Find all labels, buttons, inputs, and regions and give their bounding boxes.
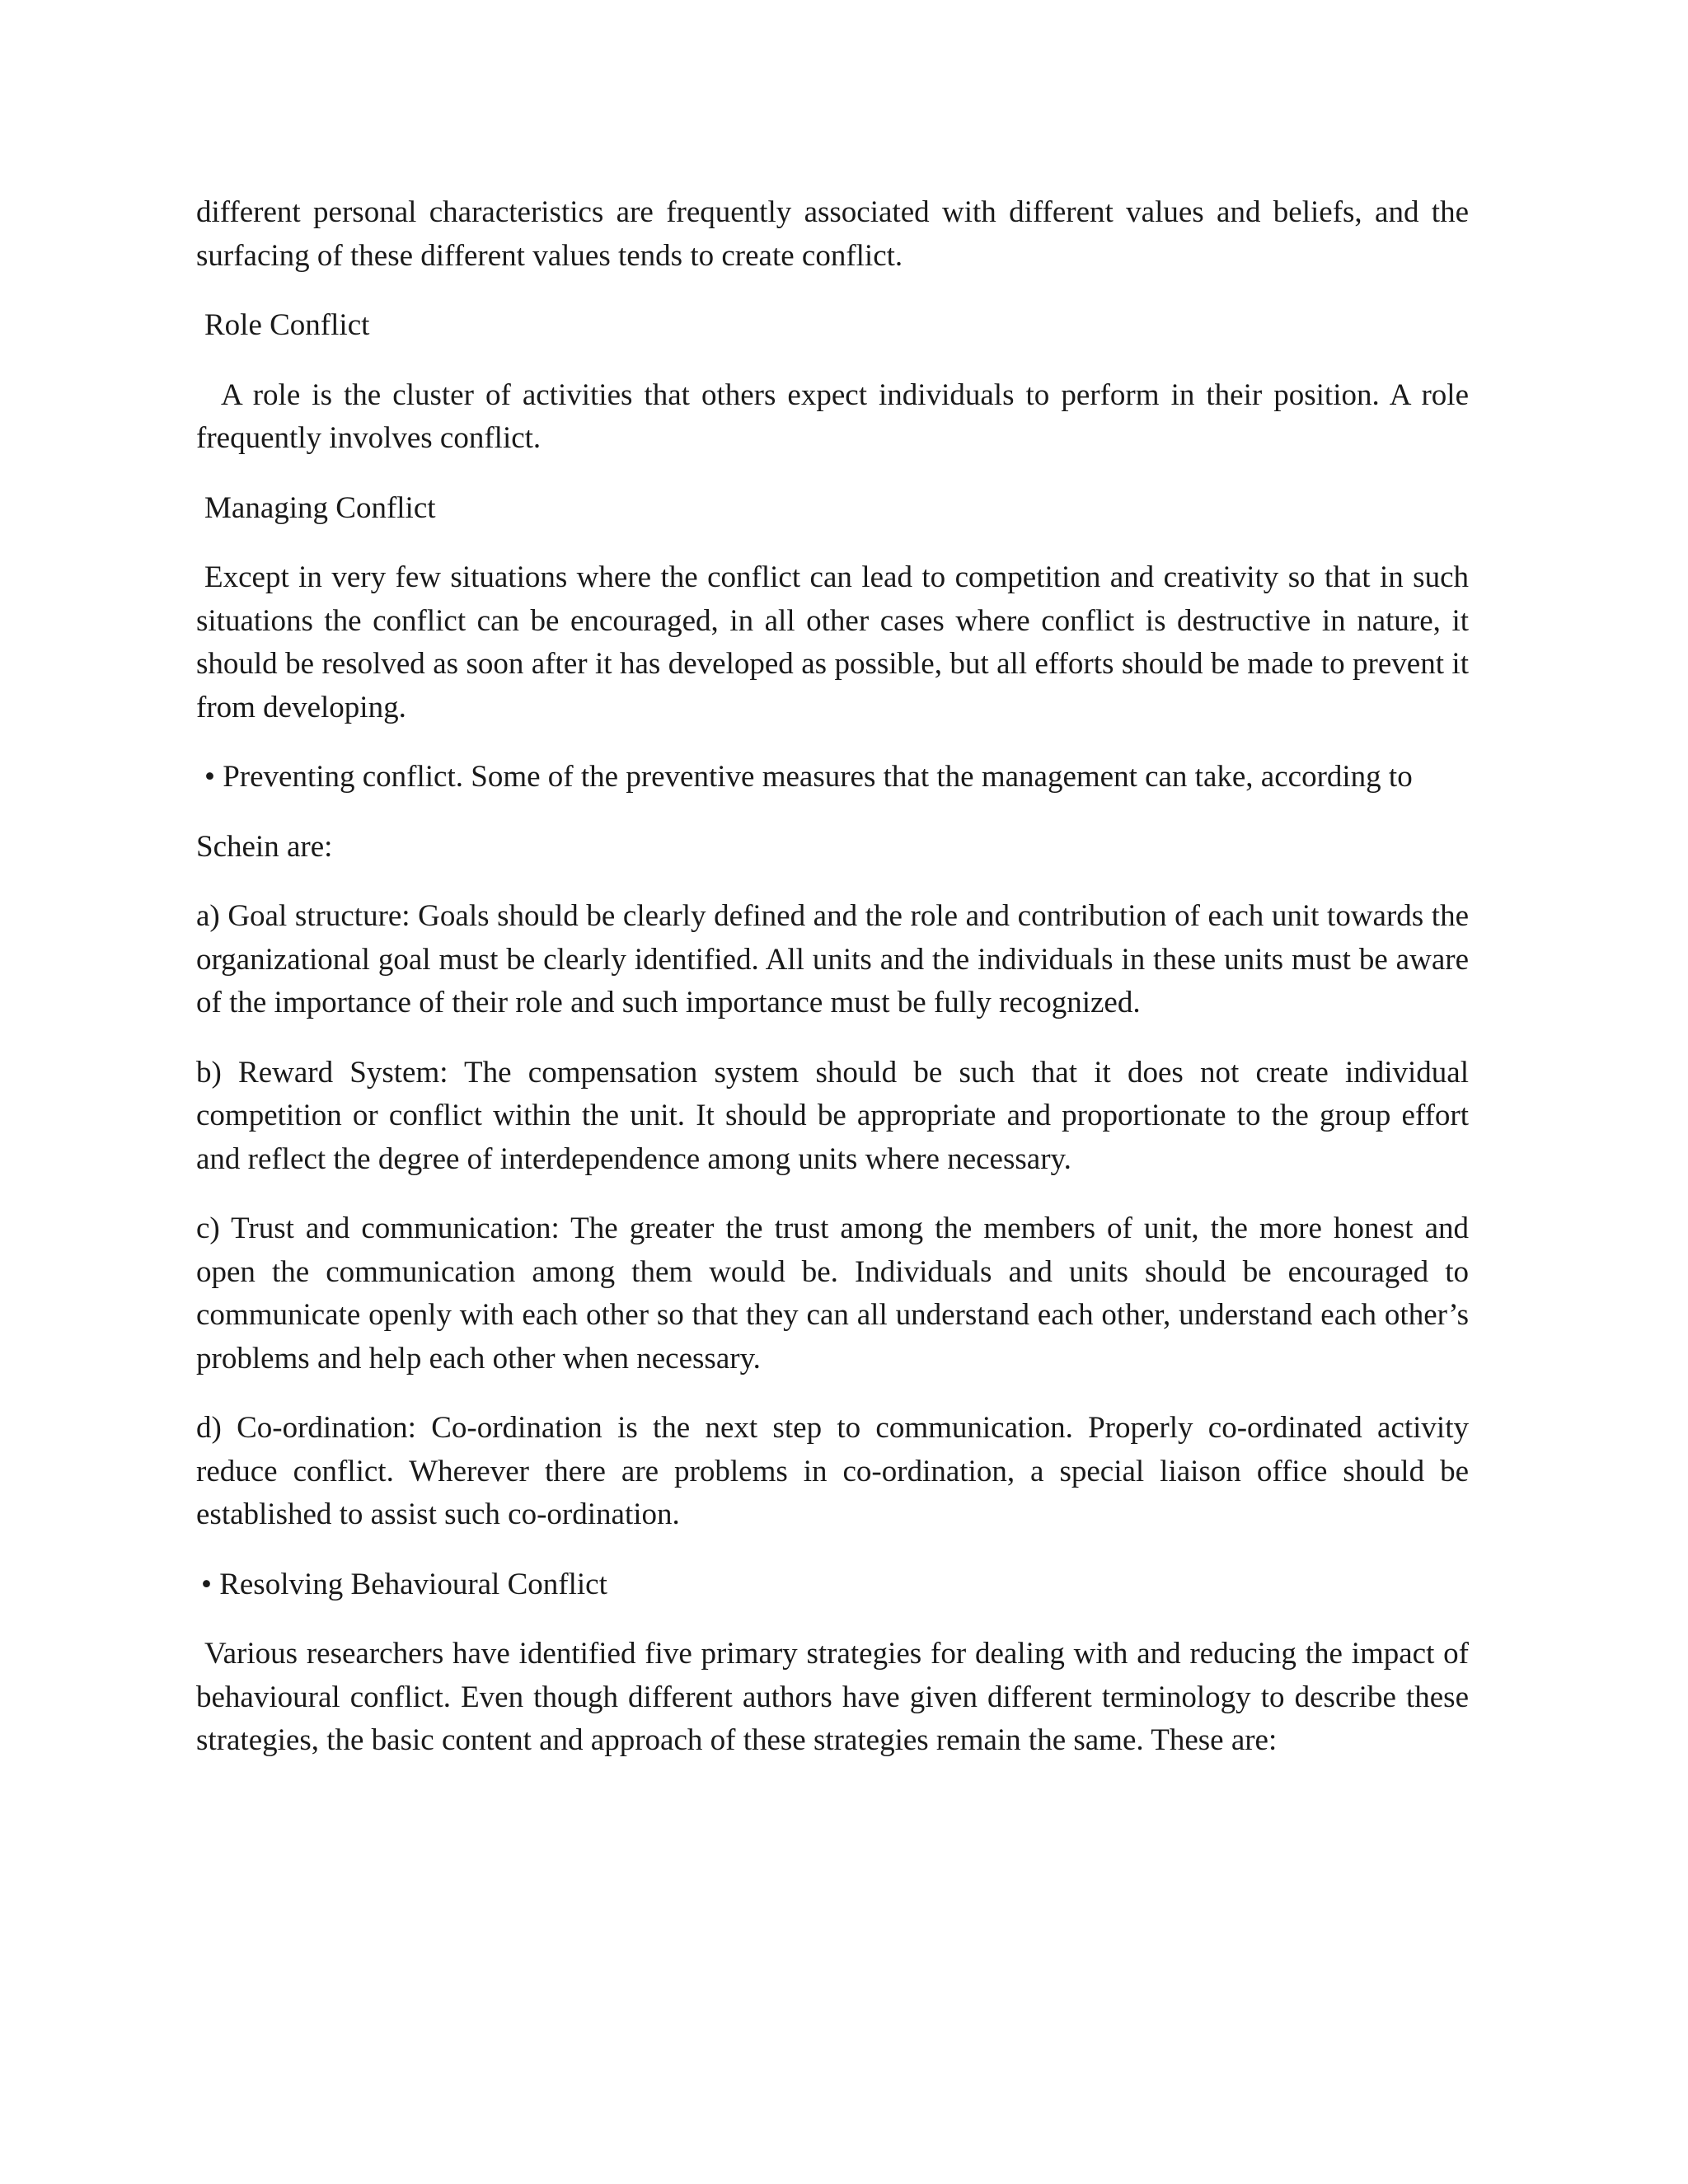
- paragraph-role: A role is the cluster of activities that others expect individuals to perform in their position. A role frequently involves conflict.: [196, 377, 1469, 455]
- list-item-goal-structure: a) Goal structure: Goals should be clearly defined and the role and contribution of each unit towards the organizational goal must be clearly identified. All units and the individuals in these units must be aware of the importance of their role and such importance must be fully recognized.: [196, 899, 1469, 1019]
- paragraph-resolving: Various researchers have identified five primary strategies for dealing with and reducing the impact of behavioural conflict. Even though different authors have given different terminology to describe these strategies, the basic content and approach of these strategies remain the same. These are:: [196, 1637, 1469, 1757]
- list-item-coordination: d) Co-ordination: Co-ordination is the next step to communication. Properly co-ordinated activity reduce conflict. Wherever there are problems in co-ordination, a special liaison office should be established to assist such co-ordination.: [196, 1411, 1469, 1531]
- document-page: [196, 191, 1469, 1789]
- paragraph-continuation: different personal characteristics are frequently associated with different values and beliefs, and the surfacing of these different values tends to create conflict.: [196, 195, 1469, 273]
- list-item-trust-communication: c) Trust and communication: The greater the trust among the members of unit, the more honest and open the communication among them would be. Individuals and units should be encouraged to communicate openly with each other so that they can all understand each other, understand each other’s problems and help each other when necessary.: [196, 1212, 1469, 1376]
- paragraph-managing: Except in very few situations where the conflict can lead to competition and creativity so that in such situations the conflict can be encouraged, in all other cases where conflict is destructive in nature, it should be resolved as soon after it has developed as possible, but all efforts should be made to prevent it from developing.: [196, 560, 1469, 724]
- list-item-reward-system: b) Reward System: The compensation system should be such that it does not create individual competition or conflict within the unit. It should be appropriate and proportionate to the group effort and reflect the degree of interdependence among units where necessary.: [196, 1055, 1469, 1176]
- paragraph-preventing-conflict: • Preventing conflict. Some of the preventive measures that the management can take, according to: [204, 760, 1413, 794]
- heading-resolving-conflict: • Resolving Behavioural Conflict: [201, 1567, 607, 1601]
- heading-managing-conflict: Managing Conflict: [204, 490, 436, 525]
- paragraph-schein: Schein are:: [196, 829, 333, 864]
- heading-role-conflict: Role Conflict: [204, 308, 370, 342]
